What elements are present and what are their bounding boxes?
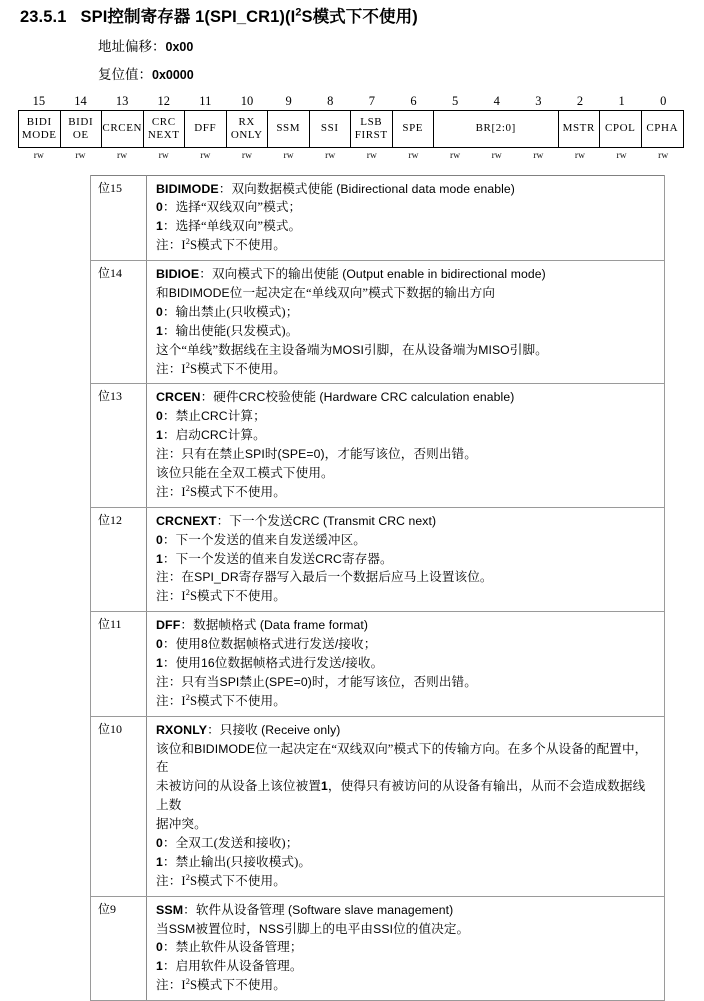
description-line (156, 740, 656, 778)
bit-access-11: rw (185, 148, 227, 162)
text-run: 引脚。 (510, 343, 548, 357)
text-run: 注：I (156, 978, 186, 992)
text-run: 时 (265, 447, 278, 461)
section-title-register: 1(SPI_CR1)(I (190, 8, 295, 26)
superscript-two: 2 (295, 7, 301, 19)
text-run: (发送和接收) (214, 836, 286, 850)
bit-access-3: rw (518, 148, 560, 162)
bit-field-bidimode (19, 111, 61, 147)
table-row (91, 384, 665, 507)
bit-index-cell: 位14 (91, 261, 147, 384)
text-run: ：启动 (163, 428, 201, 442)
text-run: (只接收模式) (226, 855, 298, 869)
text-run: 接收。 (345, 656, 383, 670)
bit-field-label-line1: BR[2:0] (476, 122, 516, 135)
text-run: S模式下不使用。 (190, 694, 286, 708)
text-run: 该位只能在全双工模式下使用。 (156, 466, 334, 480)
bit-field-label-line2: MODE (22, 129, 57, 142)
text-run: 这个“单线”数据线在主设备端为 (156, 343, 332, 357)
description-line (156, 236, 656, 255)
bit-access-14: rw (60, 148, 102, 162)
table-row (91, 175, 665, 261)
register-bit-map (18, 95, 684, 162)
bit-number-row (18, 95, 684, 111)
inline-term: MISO (478, 343, 510, 357)
bit-description-cell (147, 175, 665, 261)
text-run: ：禁止软件从设备管理； (163, 940, 303, 954)
bit-name: BIDIOE (156, 267, 199, 281)
bit-value: 1 (156, 324, 163, 338)
superscript-two: 2 (186, 360, 190, 369)
inline-term: / (335, 637, 339, 651)
inline-term: SPI (219, 675, 239, 689)
description-line (156, 341, 656, 360)
bit-access-2: rw (559, 148, 601, 162)
bit-access-5: rw (434, 148, 476, 162)
text-run: 注：只有在禁止 (156, 447, 245, 461)
bit-access-10: rw (226, 148, 268, 162)
inline-term: / (342, 656, 346, 670)
bit-description-cell (147, 612, 665, 716)
bit-description-cell (147, 507, 665, 611)
bit-index-cell: 位10 (91, 716, 147, 896)
inline-term: CRC (315, 552, 342, 566)
bit-number-9: 9 (268, 95, 310, 111)
bit-field-bidioe (61, 111, 103, 147)
bit-field-label-line1: LSB (360, 116, 382, 129)
bit-field-label-line2: ONLY (231, 129, 263, 142)
section-title-cn1: 控制寄存器 (107, 8, 190, 26)
text-run: 引脚，在从设备端为 (364, 343, 478, 357)
bit-field-dff (185, 111, 227, 147)
superscript-two: 2 (186, 977, 190, 986)
table-row (91, 716, 665, 896)
inline-term: (SPE=0) (265, 675, 312, 689)
text-run: ：使用 (163, 656, 201, 670)
inline-term: 8 (201, 637, 208, 651)
bit-number-5: 5 (434, 95, 476, 111)
description-line (156, 217, 656, 236)
text-run: 被置位时， (195, 922, 258, 936)
superscript-two: 2 (186, 237, 190, 246)
bit-value: 1 (156, 855, 163, 869)
text-run: 注：I (156, 238, 186, 252)
bit-number-12: 12 (143, 95, 185, 111)
bit-description-cell (147, 384, 665, 507)
bit-access-4: rw (476, 148, 518, 162)
english-gloss: (Bidirectional data mode enable) (336, 182, 515, 196)
bit-number-1: 1 (601, 95, 643, 111)
bit-access-0: rw (642, 148, 684, 162)
bit-value: 1 (156, 428, 163, 442)
text-run: 。 (298, 855, 311, 869)
text-run: ：软件从设备管理 (183, 903, 288, 917)
text-run: 禁止 (239, 675, 264, 689)
bit-access-9: rw (268, 148, 310, 162)
text-run: ； (286, 836, 299, 850)
bit-number-13: 13 (101, 95, 143, 111)
text-run: 计算。 (228, 428, 266, 442)
address-offset-label: 地址偏移： (98, 39, 166, 54)
page-title (0, 0, 704, 26)
description-line (156, 654, 656, 673)
bit-field-crcnext (144, 111, 186, 147)
inline-term: CRC (201, 428, 228, 442)
description-line (156, 777, 656, 815)
text-run: 位数据帧格式进行发送 (215, 656, 342, 670)
text-run: 位一起决定在“单线双向”模式下数据的输出方向 (230, 286, 495, 300)
bit-value: 0 (156, 940, 163, 954)
bit-field-ssi (310, 111, 352, 147)
bit-field-br-2-0 (434, 111, 559, 147)
bit-index-cell: 位12 (91, 507, 147, 611)
bit-number-10: 10 (226, 95, 268, 111)
address-offset-line (0, 40, 704, 54)
inline-term: SSM (169, 922, 196, 936)
bit-number-8: 8 (309, 95, 351, 111)
bit-value: 0 (156, 637, 163, 651)
bit-value: 0 (156, 533, 163, 547)
bit-number-15: 15 (18, 95, 60, 111)
description-line (156, 568, 656, 587)
bit-value: 0 (156, 200, 163, 214)
bit-field-mstr (559, 111, 601, 147)
text-run: ：双向模式下的输出使能 (199, 267, 342, 281)
text-run: (只收模式) (226, 305, 285, 319)
bit-index-cell: 位9 (91, 896, 147, 1000)
inline-term: CRC (201, 409, 228, 423)
text-run: ：选择“双线双向”模式； (163, 200, 301, 214)
reset-value-value: 0x0000 (152, 68, 194, 82)
text-run: ，使得只有被访问的从设备有输出，从而不会造成数据线上数 (156, 779, 645, 812)
bit-access-row (18, 148, 684, 162)
description-line (156, 920, 656, 939)
bit-field-row (18, 110, 684, 148)
table-row (91, 261, 665, 384)
text-run: S模式下不使用。 (190, 238, 286, 252)
bit-access-15: rw (18, 148, 60, 162)
english-gloss: (Software slave management) (288, 903, 453, 917)
reset-value-label: 复位值： (98, 67, 152, 82)
bit-field-label-line1: SSM (276, 122, 300, 135)
bit-field-label-line1: SSI (321, 122, 339, 135)
description-line (156, 815, 656, 834)
bit-access-7: rw (351, 148, 393, 162)
bit-number-4: 4 (476, 95, 518, 111)
description-line (156, 901, 656, 920)
bit-value: 1 (156, 219, 163, 233)
text-run: 寄存器。 (342, 552, 393, 566)
text-run: 位一起决定在“双线双向”模式下的传输方向。在多个从设备的配置中，在 (156, 742, 647, 775)
text-run: S模式下不使用。 (190, 589, 286, 603)
text-run: 注：只有当 (156, 675, 219, 689)
bit-value: 1 (156, 656, 163, 670)
text-run: ：选择“单线双向”模式。 (163, 219, 301, 233)
bit-access-8: rw (309, 148, 351, 162)
description-line (156, 957, 656, 976)
inline-term: (SPE=0) (278, 447, 325, 461)
bit-name: BIDIMODE (156, 182, 219, 196)
section-title-s: S (301, 8, 312, 26)
description-line (156, 834, 656, 853)
bit-name: SSM (156, 903, 183, 917)
description-line (156, 407, 656, 426)
text-run: 校验使能 (265, 390, 319, 404)
description-line (156, 284, 656, 303)
section-title-close-paren: ) (412, 8, 418, 26)
text-run: ：双向数据模式使能 (219, 182, 337, 196)
description-line (156, 531, 656, 550)
text-run: (只发模式) (226, 324, 285, 338)
english-gloss: (Receive only) (261, 723, 340, 737)
text-run: 据冲突。 (156, 817, 207, 831)
inline-term: 16 (201, 656, 215, 670)
bit-field-label-line1: CPOL (605, 122, 636, 135)
description-line (156, 303, 656, 322)
text-run: 注：在 (156, 570, 194, 584)
bit-field-label-line1: CPHA (646, 122, 678, 135)
bit-field-ssm (268, 111, 310, 147)
inline-term: BIDIMODE (194, 742, 255, 756)
bit-field-label-line1: CRCEN (102, 122, 142, 135)
description-line (156, 635, 656, 654)
bit-field-label-line2: OE (73, 129, 89, 142)
description-line (156, 180, 656, 199)
bit-number-6: 6 (393, 95, 435, 111)
description-line (156, 360, 656, 379)
text-run: 时，才能写该位，否则出错。 (312, 675, 477, 689)
text-run: 注：I (156, 589, 186, 603)
text-run: ：使用 (163, 637, 201, 651)
bit-number-14: 14 (60, 95, 102, 111)
inline-term: BIDIMODE (169, 286, 230, 300)
description-line (156, 464, 656, 483)
text-run: S模式下不使用。 (190, 362, 286, 376)
superscript-two: 2 (186, 873, 190, 882)
superscript-two: 2 (186, 588, 190, 597)
description-line (156, 587, 656, 606)
bit-description-cell (147, 261, 665, 384)
bit-value: 0 (156, 836, 163, 850)
english-gloss: (Transmit CRC next) (323, 514, 436, 528)
text-run: ，才能写该位，否则出错。 (325, 447, 477, 461)
bit-index-cell: 位13 (91, 384, 147, 507)
description-line (156, 938, 656, 957)
text-run: ：输出使能 (163, 324, 226, 338)
table-row (91, 896, 665, 1000)
bit-field-cpha (642, 111, 684, 147)
description-line (156, 616, 656, 635)
description-line (156, 673, 656, 692)
bit-field-crcen (102, 111, 144, 147)
bit-field-label-line1: RX (239, 116, 255, 129)
text-run: 注：I (156, 362, 186, 376)
description-line (156, 198, 656, 217)
text-run: ：禁止 (163, 409, 201, 423)
inline-term: NSS (259, 922, 284, 936)
reset-value-line (0, 68, 704, 82)
text-run: S模式下不使用。 (190, 874, 286, 888)
description-line (156, 692, 656, 711)
bit-number-0: 0 (642, 95, 684, 111)
bit-number-3: 3 (518, 95, 560, 111)
bit-name: RXONLY (156, 723, 207, 737)
bit-value: 1 (156, 552, 163, 566)
inline-term: MOSI (332, 343, 364, 357)
bit-index-cell: 位11 (91, 612, 147, 716)
table-row (91, 507, 665, 611)
description-line (156, 426, 656, 445)
bit-field-label-line1: CRC (152, 116, 176, 129)
inline-term: CRC (239, 390, 266, 404)
text-run: ：硬件 (201, 390, 239, 404)
text-run: ：数据帧格式 (180, 618, 259, 632)
text-run: ：只接收 (207, 723, 261, 737)
text-run: 寄存器写入最后一个数据后应马上设置该位。 (239, 570, 493, 584)
bit-number-11: 11 (185, 95, 227, 111)
text-run: ：下一个发送的值来自发送缓冲区。 (163, 533, 366, 547)
text-run: ：禁止输出 (163, 855, 226, 869)
text-run: 位数据帧格式进行发送 (208, 637, 335, 651)
description-line (156, 445, 656, 464)
inline-term: SSI (373, 922, 393, 936)
description-line (156, 976, 656, 995)
bit-access-1: rw (601, 148, 643, 162)
address-offset-value: 0x00 (166, 40, 194, 54)
bit-value: 1 (156, 959, 163, 973)
text-run: 该位和 (156, 742, 194, 756)
bit-field-cpol (600, 111, 642, 147)
bit-description-cell (147, 896, 665, 1000)
bit-access-13: rw (101, 148, 143, 162)
table-row (91, 612, 665, 716)
description-line (156, 550, 656, 569)
text-run: ：下一个发送的值来自发送 (163, 552, 315, 566)
text-run: 。 (286, 324, 299, 338)
superscript-two: 2 (186, 484, 190, 493)
text-run: 和 (156, 286, 169, 300)
description-line (156, 322, 656, 341)
bit-field-spe (393, 111, 435, 147)
description-line (156, 388, 656, 407)
bit-value: 0 (156, 305, 163, 319)
description-line (156, 512, 656, 531)
text-run: 注：I (156, 485, 186, 499)
description-line (156, 872, 656, 891)
text-run: 未被访问的从设备上该位被置 (156, 779, 321, 793)
text-run: ：启用软件从设备管理。 (163, 959, 303, 973)
bit-name: CRCEN (156, 390, 201, 404)
bit-field-lsbfirst (351, 111, 393, 147)
bit-number-7: 7 (351, 95, 393, 111)
bit-field-label-line1: SPE (402, 122, 423, 135)
bit-field-label-line1: BIDI (68, 116, 93, 129)
description-line (156, 265, 656, 284)
text-run: 位的值决定。 (393, 922, 469, 936)
bit-access-12: rw (143, 148, 185, 162)
bit-field-label-line2: NEXT (148, 129, 180, 142)
section-number: 23.5.1 (20, 8, 66, 26)
text-run: ：全双工 (163, 836, 214, 850)
text-run: ：下一个发送 (217, 514, 293, 528)
bit-description-table (90, 175, 665, 1001)
bit-description-cell (147, 716, 665, 896)
text-run: 注：I (156, 874, 186, 888)
bit-field-label-line1: MSTR (563, 122, 595, 135)
text-run: S模式下不使用。 (190, 978, 286, 992)
english-gloss: (Output enable in bidirectional mode) (342, 267, 546, 281)
text-run: 引脚上的电平由 (284, 922, 373, 936)
bit-number-2: 2 (559, 95, 601, 111)
bit-field-rxonly (227, 111, 269, 147)
text-run: 注：I (156, 694, 186, 708)
text-run: ：输出禁止 (163, 305, 226, 319)
bit-name: CRCNEXT (156, 514, 217, 528)
section-title-spi: SPI (80, 8, 107, 26)
bit-access-6: rw (393, 148, 435, 162)
text-run: S模式下不使用。 (190, 485, 286, 499)
english-gloss: (Data frame format) (260, 618, 368, 632)
inline-term: CRC (293, 514, 323, 528)
bit-value: 0 (156, 409, 163, 423)
english-gloss: (Hardware CRC calculation enable) (319, 390, 514, 404)
superscript-two: 2 (186, 693, 190, 702)
bit-field-label-line1: DFF (194, 122, 216, 135)
description-line (156, 721, 656, 740)
bit-index-cell: 位15 (91, 175, 147, 261)
text-run: 接收； (338, 637, 376, 651)
description-line (156, 483, 656, 502)
bit-name: DFF (156, 618, 180, 632)
text-run: ； (286, 305, 299, 319)
text-run: 计算； (228, 409, 266, 423)
inline-term: SPI_DR (194, 570, 239, 584)
section-title-cn2: 模式下不使用 (313, 8, 413, 26)
inline-term: SPI (245, 447, 265, 461)
bit-field-label-line2: FIRST (355, 129, 388, 142)
bit-field-label-line1: BIDI (27, 116, 52, 129)
bit-value: 1 (321, 779, 328, 793)
text-run: 当 (156, 922, 169, 936)
